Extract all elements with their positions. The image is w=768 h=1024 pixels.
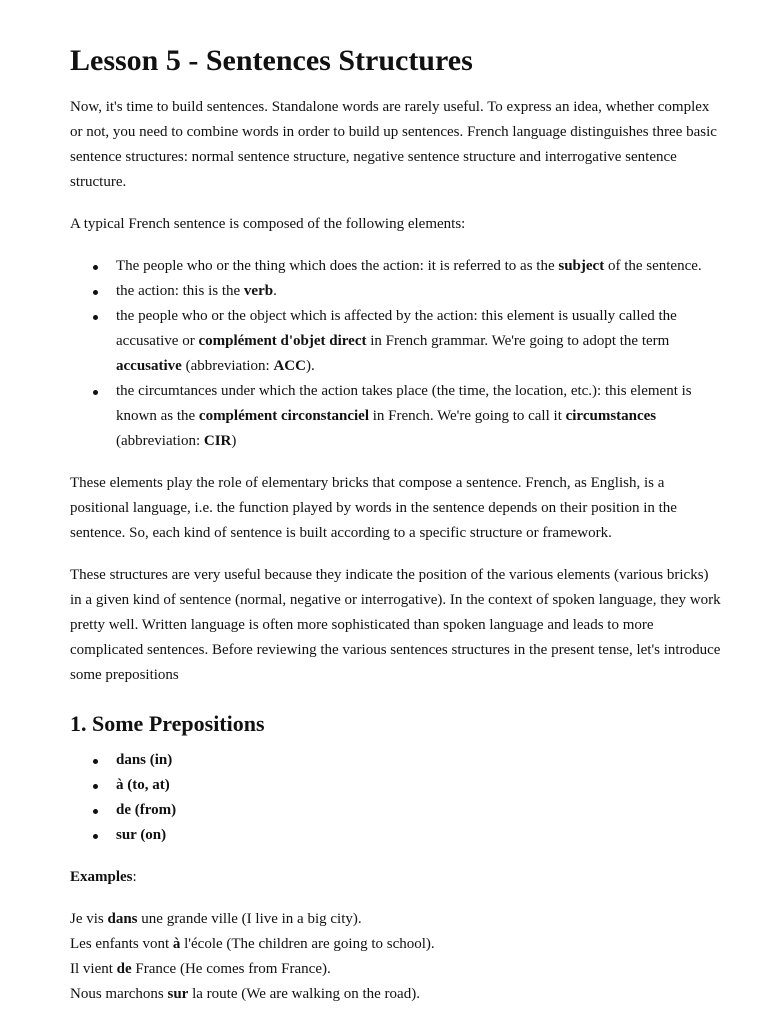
list-item-circumstances: the circumtances under which the action takes place (the time, the location, etc.): this element is known as the complément circonstanciel in French. We're going to call it circumstances (abbreviation: CIR) [116, 379, 722, 454]
list-item: de (from) [116, 798, 722, 823]
examples-label: Examples: [70, 869, 137, 885]
list-item: sur (on) [116, 823, 722, 848]
example-line: Les enfants vont à l'école (The children are going to school). [70, 936, 435, 952]
list-item-verb: the action: this is the verb. [116, 279, 722, 304]
section-heading-prepositions: 1. Some Prepositions [70, 711, 265, 736]
list-item: à (to, at) [116, 773, 722, 798]
list-item: dans (in) [116, 748, 722, 773]
prepositions-list [70, 748, 722, 848]
structures-paragraph: These structures are very useful because they indicate the position of the various elements (various bricks) in a given kind of sentence (normal, negative or interrogative). In the context of spoken language, they work pretty well. Written language is often more sophisticated than spoken language and leads to more complicated sentences. Before reviewing the various sentences structures in the present tense, let's introduce some prepositions [70, 567, 721, 683]
sentence-elements-list [70, 254, 722, 454]
elements-intro-paragraph: A typical French sentence is composed of the following elements: [70, 216, 466, 232]
example-line: Je vis dans une grande ville (I live in a big city). [70, 911, 362, 927]
list-item-accusative: the people who or the object which is affected by the action: this element is usually called the accusative or complément d'objet direct in French grammar. We're going to adopt the term accusative (abbreviation: ACC). [116, 304, 722, 379]
example-line: Nous marchons sur la route (We are walking on the road). [70, 986, 420, 1002]
list-item-subject: The people who or the thing which does the action: it is referred to as the subject of the sentence. [116, 254, 722, 279]
intro-paragraph: Now, it's time to build sentences. Standalone words are rarely useful. To express an idea, whether complex or not, you need to combine words in order to build up sentences. French language distinguishes three basic sentence structures: normal sentence structure, negative sentence structure and interrogative sentence structure. [70, 99, 717, 190]
page-title: Lesson 5 - Sentences Structures [70, 44, 473, 77]
bricks-paragraph: These elements play the role of elementary bricks that compose a sentence. French, as English, is a positional language, i.e. the function played by words in the sentence depends on their position in the sentence. So, each kind of sentence is built according to a specific structure or framework. [70, 475, 677, 541]
examples-block [70, 907, 722, 1007]
example-line: Il vient de France (He comes from France). [70, 961, 331, 977]
